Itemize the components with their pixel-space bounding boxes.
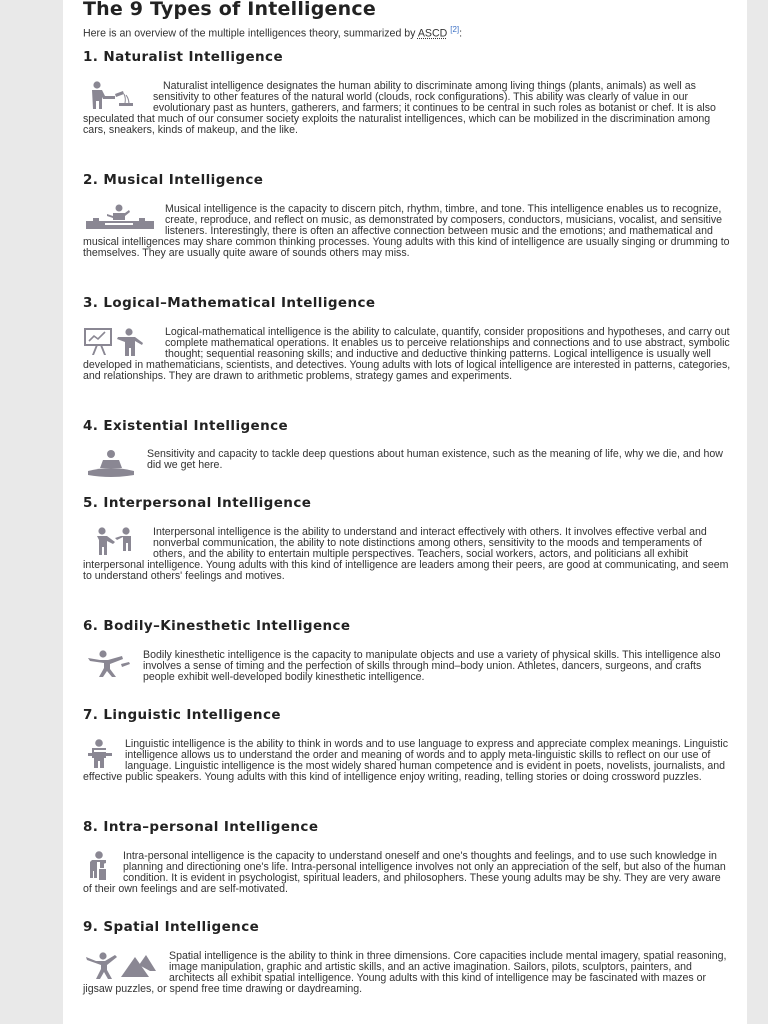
section-heading: 5. Interpersonal Intelligence — [83, 495, 312, 511]
section-text: Spatial intelligence is the ability to think in three dimensions. Core capacities include mental imagery, spatial reasoning, image manipulation, graphic and artistic skills, and an active imagination. Sailors, pilots, sculptors, painters, and architects all exhibit spatial intelligence. Young adults with this kind of intelligence may be fascinated with mazes or jigsaw puzzles, or spend free time drawing or daydreaming. — [83, 950, 727, 996]
section-text: Bodily kinesthetic intelligence is the capacity to manipulate objects and use a variety of physical skills. This intelligence also involves a sense of timing and the perfection of skills through mind–body union. Athletes, dancers, surgeons, and crafts people exhibit well-developed bodily kinesthetic intelligence. — [143, 649, 721, 684]
presenter-icon — [83, 327, 157, 357]
section-existential — [83, 418, 735, 472]
citation-link[interactable]: [2] — [450, 25, 460, 34]
intro-paragraph — [83, 25, 462, 40]
section-heading: 6. Bodily–Kinesthetic Intelligence — [83, 618, 351, 634]
musician-icon — [83, 204, 157, 232]
section-heading: 8. Intra–personal Intelligence — [83, 819, 319, 835]
thinker-icon — [83, 851, 115, 881]
section-text: Interpersonal intelligence is the ability to understand and interact effectively with others. It involves effective verbal and nonverbal communication, the ability to note distinctions among others, sensitivity to the moods and temperaments of others, and the ability to entertain multiple perspectives. Teachers, social workers, actors, and politicians all exhibit interpersonal intelligence. Young adults with this kind of intelligence are leaders among their peers, are good at communicating, and seem to understand others' feelings and motives. — [83, 526, 729, 583]
article-page — [63, 0, 747, 1024]
intro-text: Here is an overview of the multiple intelligences theory, summarized by — [83, 27, 418, 40]
section-text: Sensitivity and capacity to tackle deep questions about human existence, such as the meaning of life, why we die, and how did we get here. — [147, 448, 723, 472]
handshake-icon — [83, 527, 145, 557]
section-text: Naturalist intelligence designates the human ability to discriminate among living things (plants, animals) as well as sensitivity to other features of the natural world (clouds, rock configurations). This ability was clearly of value in our evolutionary past as hunters, gatherers, and farmers; it continues to be central in such roles as botanist or chef. It is also speculated that much of our consumer society exploits the naturalist intelligences, which can be mobilized in the discrimination among cars, sneakers, kinds of makeup, and the like. — [83, 80, 716, 137]
page-title: The 9 Types of Intelligence — [83, 0, 376, 20]
section-text: Logical-mathematical intelligence is the ability to calculate, quantify, consider propositions and hypotheses, and carry out complete mathematical operations. It enables us to perceive relationships and connections and to use abstract, symbolic thought; sequential reasoning skills; and inductive and deductive thinking patterns. Logical intelligence is usually well developed in mathematicians, scientists, and detectives. Young adults with lots of logical intelligence are interested in patterns, categories, and relationships. They are drawn to arithmetic problems, strategy games and experiments. — [83, 326, 731, 383]
meditation-icon — [83, 449, 139, 479]
section-logical-mathematical — [83, 295, 735, 383]
section-spatial — [83, 919, 735, 996]
section-body — [83, 650, 731, 683]
section-heading: 9. Spatial Intelligence — [83, 919, 260, 935]
section-body — [83, 81, 731, 136]
section-body — [83, 449, 731, 479]
section-body — [83, 327, 731, 382]
section-body — [83, 951, 731, 995]
section-body — [83, 851, 731, 895]
section-text: Musical intelligence is the capacity to discern pitch, rhythm, timbre, and tone. This intelligence enables us to recognize, create, reproduce, and reflect on music, as demonstrated by composers, conductors, musicians, vocalist, and sensitive listeners. Interestingly, there is often an affective connection between music and the emotions; and mathematical and musical intelligences may share common thinking processes. Young adults with this kind of intelligence are usually singing or drumming to themselves. They are usually quite aware of sounds others may miss. — [83, 203, 730, 260]
section-body — [83, 739, 731, 783]
section-heading: 3. Logical–Mathematical Intelligence — [83, 295, 376, 311]
ascd-link[interactable]: ASCD — [417, 27, 448, 40]
section-naturalist — [83, 49, 735, 137]
section-bodily-kinesthetic — [83, 618, 735, 684]
climber-icon — [83, 951, 161, 981]
gardener-icon — [83, 81, 145, 109]
section-text: Linguistic intelligence is the ability to think in words and to use language to express and appreciate complex meanings. Linguistic intelligence allows us to understand the order and meaning of words and to apply meta-linguistic skills to reflect on our use of language. Linguistic intelligence is the most widely shared human competence and is evident in poets, novelists, journalists, and effective public speakers. Young adults with this kind of intelligence enjoy writing, reading, telling stories or doing crossword puzzles. — [83, 738, 729, 784]
section-interpersonal — [83, 495, 735, 583]
section-body — [83, 204, 731, 259]
section-musical — [83, 172, 735, 260]
speaker-icon — [83, 739, 117, 769]
intro-suffix: : — [459, 27, 463, 40]
section-heading: 1. Naturalist Intelligence — [83, 49, 284, 65]
section-linguistic — [83, 707, 735, 784]
section-heading: 2. Musical Intelligence — [83, 172, 264, 188]
athlete-icon — [83, 650, 135, 678]
section-body — [83, 527, 731, 582]
section-intra-personal — [83, 819, 735, 896]
section-heading: 4. Existential Intelligence — [83, 418, 289, 434]
section-heading: 7. Linguistic Intelligence — [83, 707, 281, 723]
section-text: Intra-personal intelligence is the capacity to understand oneself and one's thoughts and feelings, and to use such knowledge in planning and directioning one's life. Intra-personal intelligence involves not only an appreciation of the self, but also of the human condition. It is evident in psychologist, spiritual leaders, and philosophers. These young adults may be shy. They are very aware of their own feelings and are self-motivated. — [83, 850, 726, 896]
